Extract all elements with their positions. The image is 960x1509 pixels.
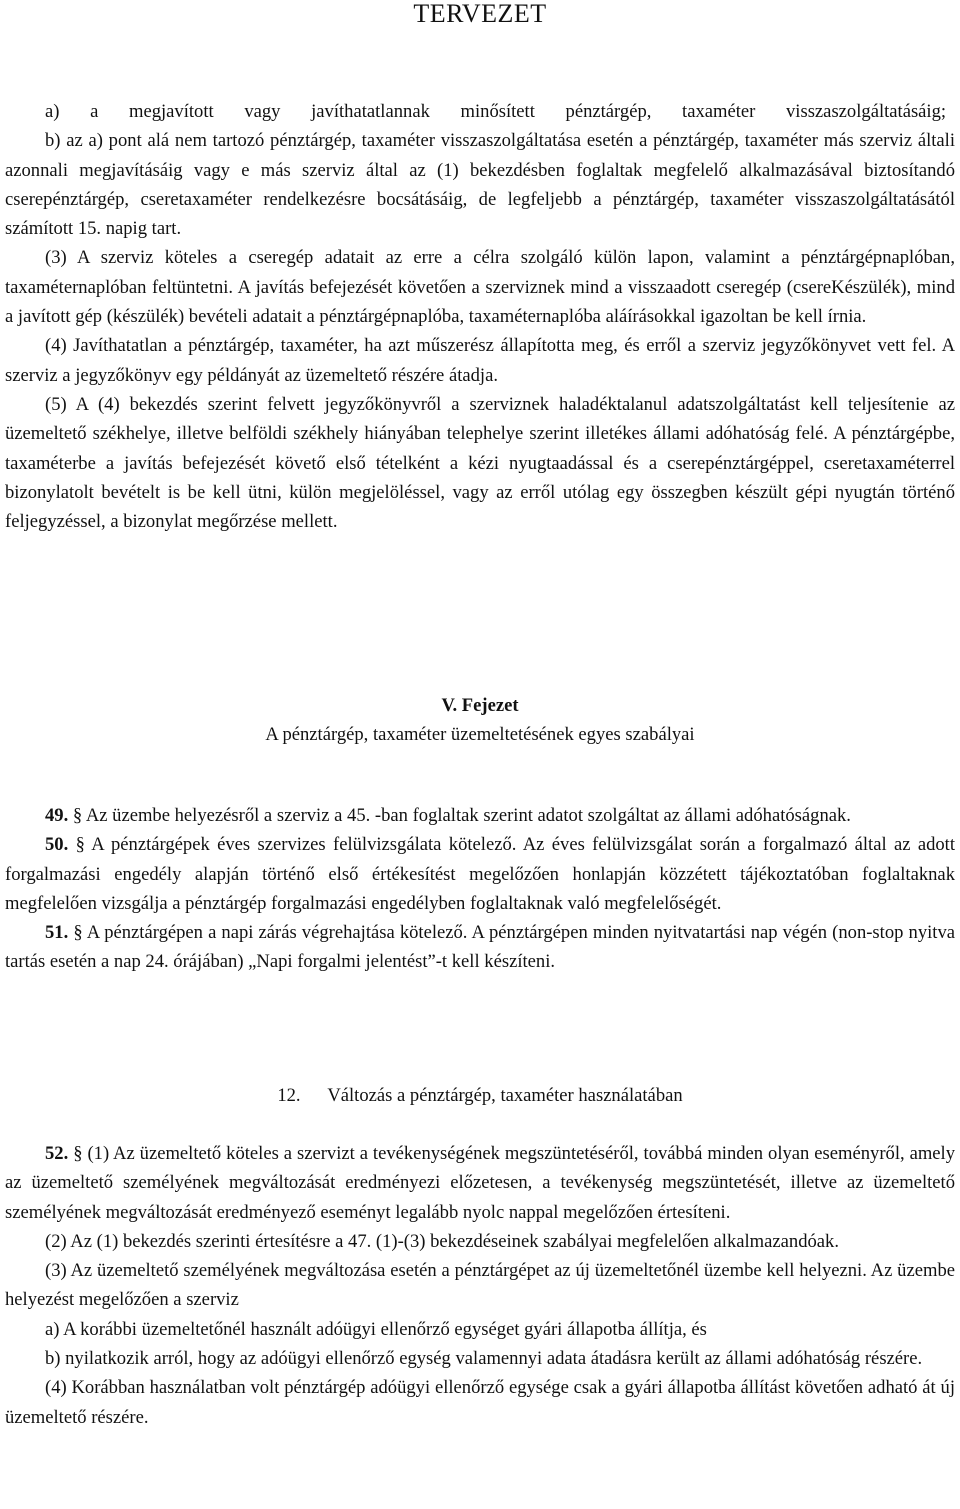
section-sign: § (73, 1143, 83, 1164)
section-51 (5, 918, 955, 977)
section-number: 50. (45, 834, 69, 856)
section-49 (5, 801, 955, 830)
section-text: A pénztárgépen a napi zárás végrehajtása kötelező. A pénztárgépen minden nyitvatartási nap végén (non-stop nyitva tartás esetén a nap 24. órájában) „Napi forgalmi jelentést”-t kell készíteni. (5, 922, 955, 973)
page-header: TERVEZET (413, 0, 547, 28)
section-number: 49. (45, 805, 69, 826)
chapter-title: A pénztárgép, taxaméter üzemeltetésének egyes szabályai (265, 724, 695, 745)
paragraph: b) az a) pont alá nem tartozó pénztárgép, taxaméter visszaszolgáltatása esetén a pénztárgép, taxaméter más szerviz általi azonnali megjavításáig vagy e más szerviz által az (1) bekezdésben foglaltak megfelelő alkalmazásával biztosítandó cserepénztárgép, cseretaxaméter rendelkezésre bocsátásáig, de legfeljebb a pénztárgép, taxaméter visszaszolgáltatásától számított 15. napig tart. (5, 130, 955, 240)
section-number: 51. (45, 922, 69, 944)
section-52-block (5, 1139, 955, 1432)
sections-block (5, 801, 955, 977)
section-50 (5, 830, 955, 918)
subtitle-heading (0, 1081, 960, 1110)
subtitle-number: 12. (277, 1085, 301, 1106)
paragraph: (3) A szerviz köteles a cseregép adatait az erre a célra szolgáló külön lapon, valamint a pénztárgépnaplóban, taxaméternaplóban feltüntetni. A javítás befejezését követően a szerviznek mind a visszaadott cseregép (csereKészülék), mind a javított gép (készülék) bevételi adatait a pénztárgépnaplóba, taxaméternaplóba aláírásokkal igazoltan be kell írnia. (5, 247, 955, 328)
section-text: (1) Az üzemeltető köteles a szervizt a tevékenységének megszüntetéséről, továbbá minden olyan eseményről, amely az üzemeltető személyének megváltozását eredményezi előzetesen, a tevékenység megszüntetését, illetve az üzemeltető személyének megváltozását eredményező eseményt legalább nyolc nappal megelőzően értesíteni. (5, 1143, 956, 1223)
paragraph: (3) Az üzemeltető személyének megváltozása esetén a pénztárgépet az új üzemeltetőnél üzembe kell helyezni. Az üzembe helyezést megelőzően a szerviz (5, 1260, 955, 1311)
section-sign: § (75, 834, 85, 856)
list-item: b) nyilatkozik arról, hogy az adóügyi ellenőrző egység valamennyi adata átadásra került az állami adóhatóság részére. (45, 1348, 923, 1370)
section-text: A pénztárgépek éves szervizes felülvizsgálata kötelező. Az éves felülvizsgálat során a forgalmazó által az adott forgalmazási engedély alapján történő első értékesítést megelőzően honlapján közzétett tájékoztatóban foglaltaknak megfelelően vizsgálja a pénztárgép forgalmazási engedélyben foglaltaknak való megfelelőségét. (5, 834, 956, 914)
section-sign: § (72, 805, 83, 826)
chapter-heading (0, 691, 960, 749)
section-number: 52. (45, 1143, 69, 1164)
paragraph: (2) Az (1) bekezdés szerinti értesítésre a 47. (1)-(3) bekezdéseinek szabályai megfelelően alkalmazandóak. (45, 1230, 839, 1252)
chapter-label: V. Fejezet (441, 695, 519, 716)
subtitle-text: Változás a pénztárgép, taxaméter használatában (327, 1085, 683, 1106)
paragraph: (5) A (4) bekezdés szerint felvett jegyzőkönyvről a szerviznek haladéktalanul adatszolgáltatást kell teljesítenie az üzemeltető székhelye, illetve belföldi székhely hiányában telephelye szerint illetékes állami adóhatóság felé. A pénztárgépbe, taxaméterbe a javítás befejezését követő első tételként a kézi nyugtaadással és a cserepénztárgéppel, cseretaxaméterrel bizonylatolt bevételt is be kell ütni, külön megjelöléssel, vagy az erről utólag egy összegben készült gépi nyugtán történő feljegyzéssel, a bizonylat megőrzése mellett. (5, 393, 955, 533)
paragraph: (4) Javíthatatlan a pénztárgép, taxaméter, ha azt műszerész állapította meg, és erről a szerviz jegyzőkönyvet vett fel. A szerviz a jegyzőkönyv egy példányát az üzemeltető részére átadja. (5, 335, 955, 386)
section-sign: § (73, 922, 83, 944)
list-item: a) A korábbi üzemeltetőnél használt adóügyi ellenőrző egységet gyári állapotba állítja, és (45, 1318, 707, 1340)
paragraph: a) a megjavított vagy javíthatatlannak minősített pénztárgép, taxaméter visszaszolgáltatásáig; (45, 101, 947, 122)
section-text: Az üzembe helyezésről a szerviz a 45. -ban foglaltak szerint adatot szolgáltat az állami adóhatóságnak. (85, 805, 851, 826)
paragraph: (4) Korábban használatban volt pénztárgép adóügyi ellenőrző egysége csak a gyári állapotba állítást követően adható át új üzemeltető részére. (5, 1377, 955, 1428)
section-52-p1 (5, 1139, 955, 1227)
intro-block (5, 97, 955, 536)
